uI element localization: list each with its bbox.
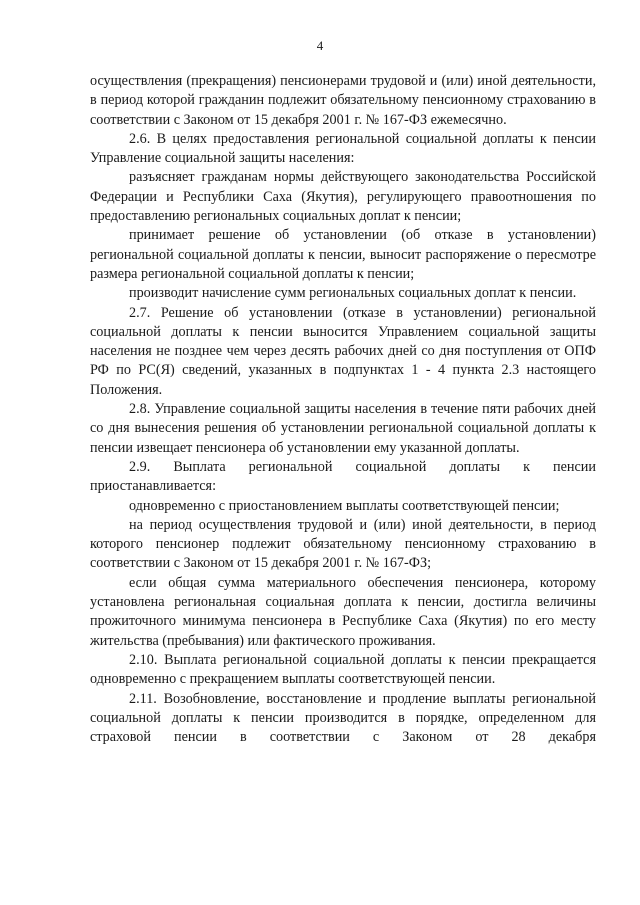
paragraph-2-9: 2.9. Выплата региональной социальной доплаты к пенсии приостанавливается: [90,458,596,495]
paragraph-2-6-item-decides: принимает решение об установлении (об отказе в установлении) региональной социальной доплаты к пенсии, выносит распоряжение о пересмотре размера региональной социальной доплаты к пенсии; [90,227,596,282]
paragraph-2-8: 2.8. Управление социальной защиты населения в течение пяти рабочих дней со дня вынесения решения об установлении региональной социальной доплаты к пенсии извещает пенсионера об установлении ему указанной доплаты. [90,401,596,456]
paragraph-2-6-item-explains: разъясняет гражданам нормы действующего законодательства Российской Федерации и Республики Саха (Якутия), регулирующего правоотношения по предоставлению региональных социальных доплат к пенсии; [90,169,596,225]
paragraph-2-11: 2.11. Возобновление, восстановление и продление выплаты региональной социальной доплаты к пенсии производится в порядке, определенном для страховой пенсии в соответствии с Законом от 28 декабря [90,690,596,746]
paragraph-2-9-item-work-period: на период осуществления трудовой и (или) иной деятельности, в период которого пенсионер подлежит обязательному пенсионному страхованию в соответствии с Законом от 15 декабря 2001 г. № 167-ФЗ; [90,516,596,572]
paragraph-2-9-item-subsistence: если общая сумма материального обеспечения пенсионера, которому установлена региональная социальная доплата к пенсии, достигла величины прожиточного минимума пенсионера в Республике Саха (Якутия) по его месту жительства (пребывания) или фактического проживания. [90,574,596,649]
paragraph-2-9-item-suspension: одновременно с приостановлением выплаты соответствующей пенсии; [129,497,560,514]
page-number: 4 [316,38,324,53]
paragraph-2-7: 2.7. Решение об установлении (отказе в установлении) региональной социальной доплаты к пенсии выносится Управлением социальной защиты населения не позднее чем через десять рабочих дней со дня поступления от ОПФ РФ по РС(Я) сведений, указанных в подпунктах 1 - 4 пункта 2.3 настоящего Положения. [90,304,596,398]
paragraph-2-6: 2.6. В целях предоставления региональной социальной доплаты к пенсии Управление социальной защиты населения: [90,130,596,167]
document-body [90,72,596,747]
paragraph-continuation: осуществления (прекращения) пенсионерами трудовой и (или) иной деятельности, в период которой гражданин подлежит обязательному пенсионному страхованию в соответствии с Законом от 15 декабря 2001 г. № 167-ФЗ ежемесячно. [90,73,596,128]
paragraph-2-10: 2.10. Выплата региональной социальной доплаты к пенсии прекращается одновременно с прекращением выплаты соответствующей пенсии. [90,651,596,688]
paragraph-2-6-item-calculates: производит начисление сумм региональных социальных доплат к пенсии. [129,285,577,302]
